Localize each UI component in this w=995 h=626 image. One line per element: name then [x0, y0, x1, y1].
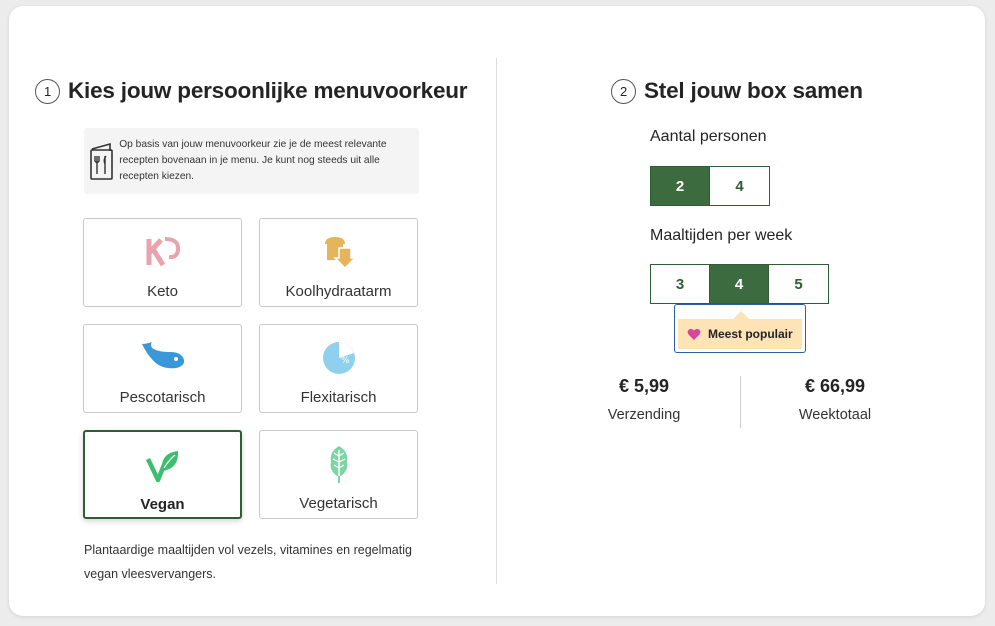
step2-number: 2 [611, 79, 636, 104]
info-text: Op basis van jouw menuvoorkeur zie je de meest relevante recepten bovenaan in je menu. Je kunt nog steeds uit alle recepten kiezen. [119, 139, 387, 182]
popular-badge-text: Meest populair [708, 327, 793, 341]
vegan-leaf-icon [145, 445, 181, 485]
preference-label: Vegan [140, 496, 185, 513]
svg-text:%: % [340, 356, 350, 366]
popular-badge-pointer [733, 311, 749, 319]
preference-label: Koolhydraatarm [285, 283, 392, 300]
preference-description: Plantaardige maaltijden vol vezels, vitamines en regelmatig vegan vleesvervangers. [84, 543, 412, 581]
persons-label: Aantal personen [650, 128, 767, 145]
fish-icon [140, 338, 186, 378]
preference-label: Pescotarisch [119, 389, 206, 406]
week-total-label: Weektotaal [798, 407, 872, 423]
step1-heading [35, 78, 467, 104]
step1-title: Kies jouw persoonlijke menuvoorkeur [68, 78, 468, 103]
preference-label: Flexitarisch [300, 389, 377, 406]
preference-keto[interactable] [83, 218, 242, 307]
keto-icon [145, 232, 181, 272]
step1-number: 1 [35, 79, 60, 104]
column-divider [496, 58, 497, 584]
meals-option-4[interactable]: 4 [710, 265, 769, 303]
step2-heading [611, 78, 863, 104]
preference-koolhydraatarm[interactable] [259, 218, 418, 307]
meals-option-5[interactable]: 5 [769, 265, 828, 303]
preference-label: Vegetarisch [299, 495, 378, 512]
shipping-amount: € 5,99 [618, 376, 670, 396]
meals-selector [650, 264, 829, 304]
menu-card-icon [84, 141, 119, 181]
popular-badge [678, 319, 802, 349]
price-divider [740, 376, 741, 428]
preference-label: Keto [147, 283, 178, 300]
shipping-price [564, 376, 724, 423]
vegetarian-leaf-icon [327, 444, 351, 484]
heart-icon [687, 328, 701, 341]
week-total-amount: € 66,99 [804, 376, 866, 396]
low-carb-bread-icon [322, 232, 356, 272]
meals-option-3[interactable]: 3 [651, 265, 710, 303]
flexitarian-pie-icon [321, 338, 357, 378]
preference-vegetarisch[interactable] [259, 430, 418, 519]
info-box [84, 128, 419, 194]
persons-selector [650, 166, 770, 206]
persons-option-2[interactable]: 2 [651, 167, 710, 205]
preference-flexitarisch[interactable] [259, 324, 418, 413]
step2-title: Stel jouw box samen [644, 78, 863, 103]
week-total-price [755, 376, 915, 423]
preference-pescotarisch[interactable] [83, 324, 242, 413]
shipping-label: Verzending [607, 407, 681, 423]
persons-option-4[interactable]: 4 [710, 167, 769, 205]
preference-vegan[interactable] [83, 430, 242, 519]
meals-label: Maaltijden per week [650, 227, 793, 244]
